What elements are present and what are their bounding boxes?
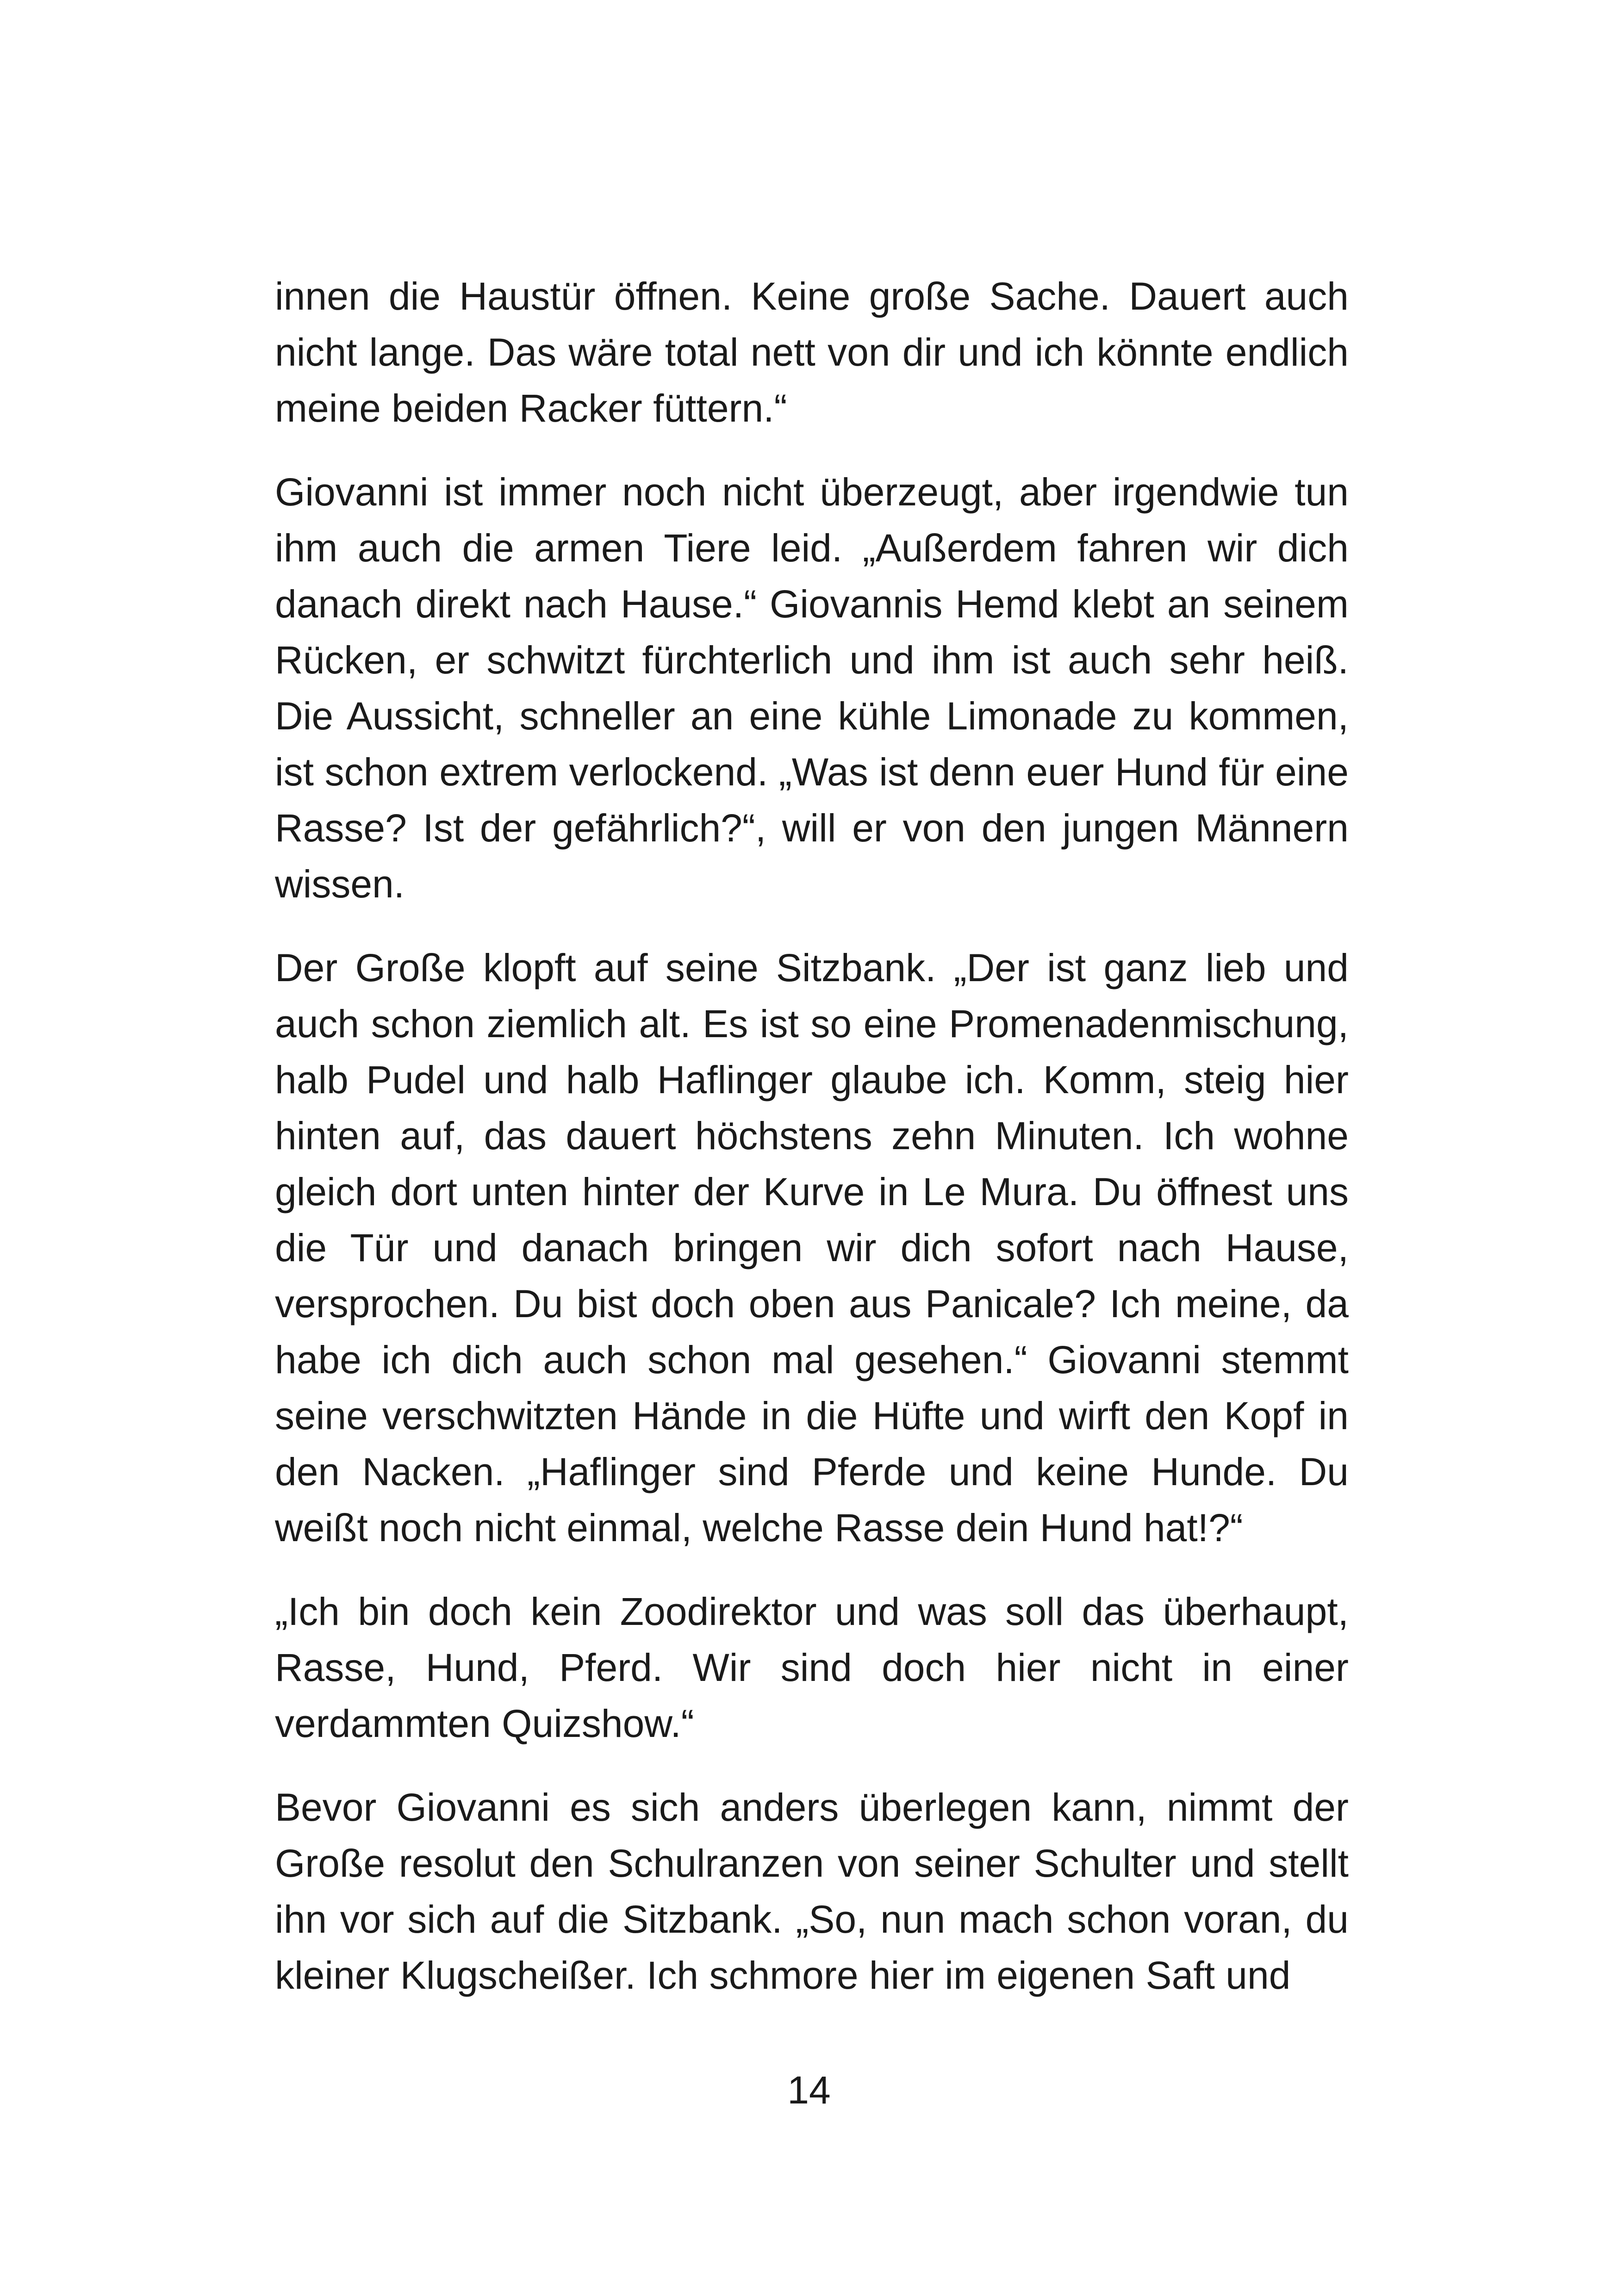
paragraph-1: innen die Haustür öffnen. Keine große Sache. Dauert auch nicht lange. Das wäre total nett von dir und ich könnte endlich meine beiden Racker füttern.“ [275, 274, 1349, 430]
paragraph-5: Bevor Giovanni es sich anders überlegen kann, nimmt der Große resolut den Schulranzen von seiner Schulter und stellt ihn vor sich auf die Sitzbank. „So, nun mach schon voran, du kleiner Klugscheißer. Ich schmore hier im eigenen Saft und [275, 1786, 1349, 1997]
body-text [275, 268, 1349, 2031]
paragraph-4: „Ich bin doch kein Zoodirektor und was soll das überhaupt, Rasse, Hund, Pferd. Wir sind doch hier nicht in einer verdammten Quizshow.“ [275, 1590, 1349, 1745]
paragraph-3: Der Große klopft auf seine Sitzbank. „Der ist ganz lieb und auch schon ziemlich alt. Es ist so eine Promenadenmischung, halb Pudel und halb Haflinger glaube ich. Komm, steig hier hinten auf, das dauert höchstens zehn Minuten. Ich wohne gleich dort unten hinter der Kurve in Le Mura. Du öffnest uns die Tür und danach bringen wir dich sofort nach Hause, versprochen. Du bist doch oben aus Panicale? Ich meine, da habe ich dich auch schon mal gesehen.“ Giovanni stemmt seine verschwitzten Hände in die Hüfte und wirft den Kopf in den Nacken. „Haflinger sind Pferde und keine Hunde. Du weißt noch nicht einmal, welche Rasse dein Hund hat!?“ [275, 946, 1349, 1549]
paragraph-2: Giovanni ist immer noch nicht überzeugt, aber irgendwie tun ihm auch die armen Tiere leid. „Außerdem fahren wir dich danach direkt nach Hause.“ Giovannis Hemd klebt an seinem Rücken, er schwitzt fürchterlich und ihm ist auch sehr heiß. Die Aussicht, schneller an eine kühle Limonade zu kommen, ist schon extrem verlockend. „Was ist denn euer Hund für eine Rasse? Ist der gefährlich?“, will er von den jungen Männern wissen. [275, 470, 1349, 906]
page-number: 14 [787, 2068, 831, 2112]
